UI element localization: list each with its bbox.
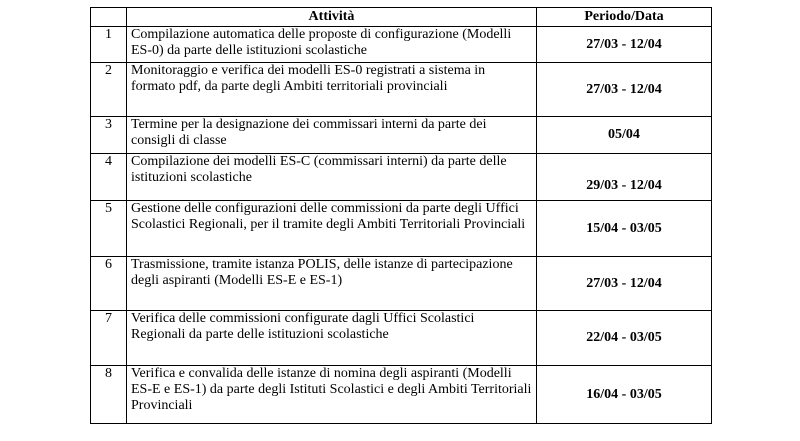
table-row bbox=[91, 154, 712, 201]
row-period: 22/04 - 03/05 bbox=[537, 311, 712, 366]
row-activity: Monitoraggio e verifica dei modelli ES-0 registrati a sistema in formato pdf, da parte degli Ambiti territoriali provinciali bbox=[127, 63, 537, 117]
table-row bbox=[91, 311, 712, 366]
row-number: 3 bbox=[91, 117, 127, 154]
row-number: 8 bbox=[91, 366, 127, 424]
schedule-table bbox=[90, 7, 712, 424]
row-period: 16/04 - 03/05 bbox=[537, 366, 712, 424]
row-period: 27/03 - 12/04 bbox=[537, 27, 712, 63]
table-row bbox=[91, 257, 712, 311]
row-number: 1 bbox=[91, 27, 127, 63]
row-period: 15/04 - 03/05 bbox=[537, 201, 712, 257]
row-activity: Gestione delle configurazioni delle commissioni da parte degli Uffici Scolastici Regionali, per il tramite degli Ambiti Territoriali Provinciali bbox=[127, 201, 537, 257]
row-activity: Verifica delle commissioni configurate dagli Uffici Scolastici Regionali da parte delle istituzioni scolastiche bbox=[127, 311, 537, 366]
row-number: 6 bbox=[91, 257, 127, 311]
row-number: 2 bbox=[91, 63, 127, 117]
row-activity: Compilazione automatica delle proposte di configurazione (Modelli ES-0) da parte delle istituzioni scolastiche bbox=[127, 27, 537, 63]
row-activity: Termine per la designazione dei commissari interni da parte dei consigli di classe bbox=[127, 117, 537, 154]
table-row bbox=[91, 63, 712, 117]
row-activity: Trasmissione, tramite istanza POLIS, delle istanze di partecipazione degli aspiranti (Modelli ES-E e ES-1) bbox=[127, 257, 537, 311]
row-period: 27/03 - 12/04 bbox=[537, 63, 712, 117]
table-row bbox=[91, 117, 712, 154]
row-number: 5 bbox=[91, 201, 127, 257]
row-activity: Verifica e convalida delle istanze di nomina degli aspiranti (Modelli ES-E e ES-1) da parte degli Istituti Scolastici e degli Ambiti Territoriali Provinciali bbox=[127, 366, 537, 424]
row-period: 05/04 bbox=[537, 117, 712, 154]
row-number: 7 bbox=[91, 311, 127, 366]
table-row bbox=[91, 27, 712, 63]
header-period: Periodo/Data bbox=[537, 8, 712, 27]
table-header-row bbox=[91, 8, 712, 27]
header-activity: Attività bbox=[127, 8, 537, 27]
row-activity: Compilazione dei modelli ES-C (commissari interni) da parte delle istituzioni scolastiche bbox=[127, 154, 537, 201]
row-period: 27/03 - 12/04 bbox=[537, 257, 712, 311]
header-number bbox=[91, 8, 127, 27]
row-number: 4 bbox=[91, 154, 127, 201]
table-row bbox=[91, 201, 712, 257]
table-row bbox=[91, 366, 712, 424]
row-period: 29/03 - 12/04 bbox=[537, 154, 712, 201]
